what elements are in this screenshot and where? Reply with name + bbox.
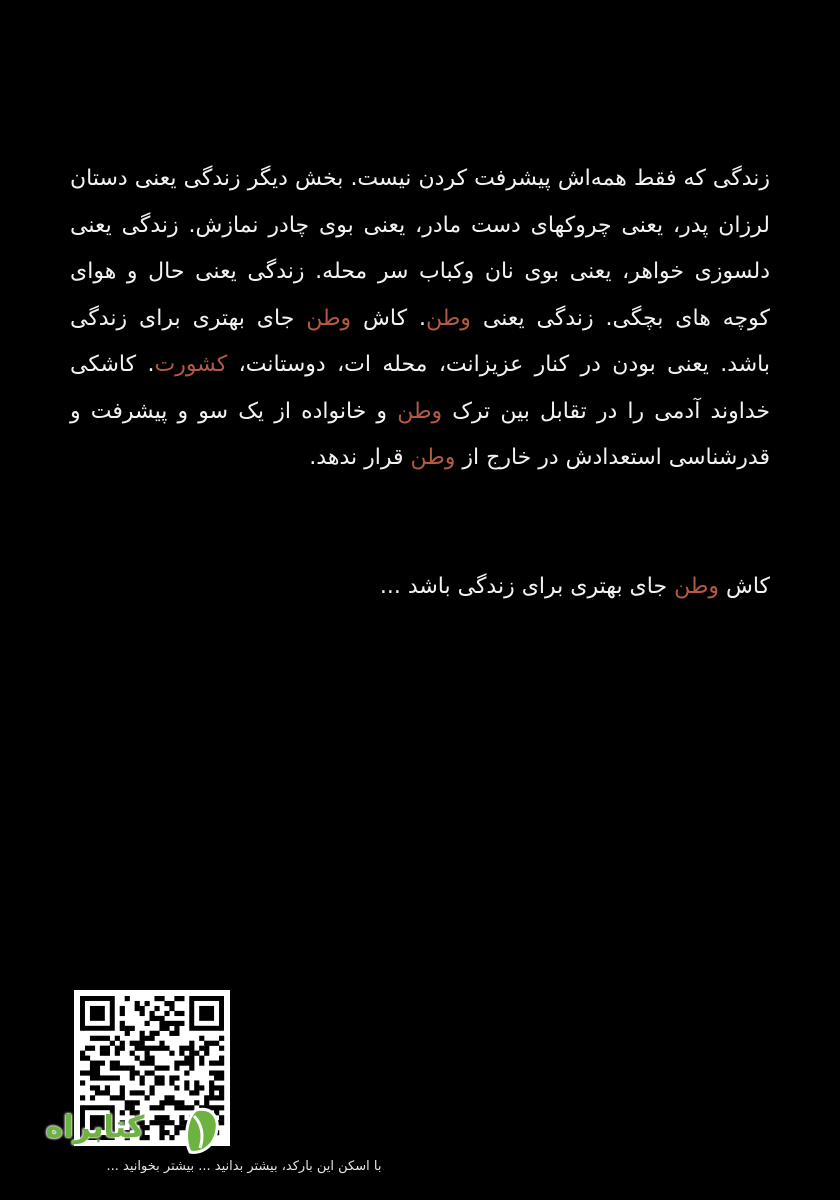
highlight-keshvar: کشورت (154, 352, 228, 377)
qr-caption: با اسکن این بارکد، بیشتر بدانید ... بیشتر بخوانید ... (106, 1159, 382, 1174)
closing-segment: کاش (718, 574, 770, 599)
blurb-segment: و خانواده از یک سو و پیشرفت و قدرشناسی استعدادش در خارج از (70, 398, 770, 470)
brand-logo-text: کتابراه (45, 1110, 145, 1145)
highlight-vatan: وطن (306, 305, 352, 331)
highlight-vatan: وطن (426, 305, 471, 331)
highlight-vatan: وطن (674, 574, 719, 599)
blurb-paragraph (70, 156, 770, 482)
blurb-segment: قرار ندهد. (309, 445, 411, 470)
highlight-vatan: وطن (410, 445, 456, 470)
blurb-segment: جای بهتری برای زندگی باشد. یعنی بودن در کنار عزیزانت، محله ات، دوستانت، (70, 305, 770, 377)
highlight-vatan: وطن (397, 398, 443, 424)
closing-line (70, 564, 770, 611)
blurb-segment: . کاش (351, 305, 427, 331)
blurb-segment: . کاشکی خداوند آدمی را در تقابل بین ترک (70, 352, 770, 424)
closing-segment: جای بهتری برای زندگی باشد ... (379, 574, 675, 599)
blurb-segment: زندگی که فقط همه‌اش پیشرفت کردن نیست. بخش دیگر زندگی یعنی دستان لرزان پدر، یعنی چروکهای دست مادر، یعنی بوی چادر نمازش. زندگی یعنی دلسوزی خواهر، یعنی بوی نان وکباب سر محله. زندگی یعنی حال و هوای کوچه های بچگی. زندگی یعنی (70, 166, 770, 331)
